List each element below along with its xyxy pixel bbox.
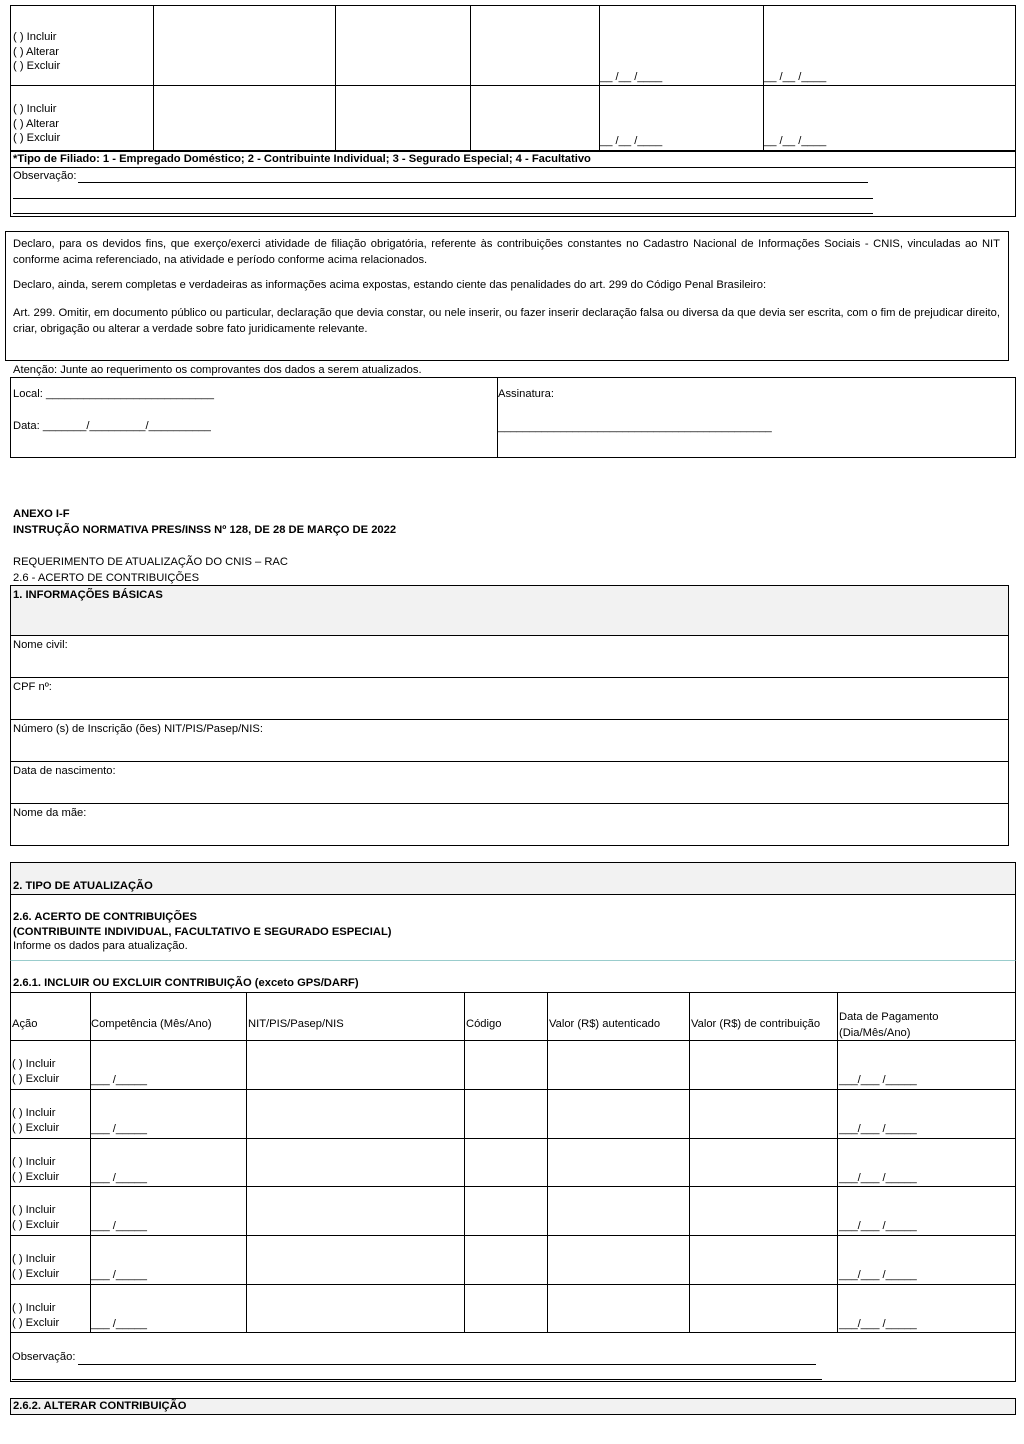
table-row	[13, 102, 60, 146]
basic-info-field[interactable]: CPF nº:	[10, 677, 1009, 720]
date-field[interactable]: __ /__ /____	[764, 71, 827, 83]
table-row	[13, 30, 60, 74]
competencia-field[interactable]: ___ /_____	[91, 1172, 147, 1184]
option-excluir[interactable]: ( ) Excluir	[13, 60, 61, 73]
observacao-line[interactable]	[78, 182, 868, 183]
option-incluir[interactable]: ( ) Incluir	[12, 1204, 56, 1216]
date-field[interactable]: ___/___ /_____	[839, 1220, 917, 1232]
assinatura-label: Assinatura:	[498, 388, 554, 400]
option-excluir[interactable]: ( ) Excluir	[12, 1316, 60, 1329]
request-title: REQUERIMENTO DE ATUALIZAÇÃO DO CNIS – RAC	[13, 556, 288, 568]
option-incluir[interactable]: ( ) Incluir	[12, 1302, 56, 1314]
option-excluir[interactable]: ( ) Excluir	[13, 132, 61, 145]
update-type-section	[10, 894, 1016, 961]
declaration-paragraph: Declaro, ainda, serem completas e verdadeiras as informações acima expostas, estando ciente das penalidades do art. 299 do Código Penal Brasileiro:	[13, 279, 767, 291]
date-field[interactable]: ___/___ /_____	[839, 1318, 917, 1330]
table-row	[12, 1301, 59, 1330]
table-row	[12, 1252, 59, 1281]
table-row	[12, 1203, 59, 1232]
date-field[interactable]: ___/___ /_____	[839, 1269, 917, 1281]
option-excluir[interactable]: ( ) Excluir	[12, 1170, 60, 1183]
competencia-field[interactable]: ___ /_____	[91, 1123, 147, 1135]
option-incluir[interactable]: ( ) Incluir	[13, 103, 57, 115]
option-incluir[interactable]: ( ) Incluir	[13, 31, 57, 43]
competencia-field[interactable]: ___ /_____	[91, 1220, 147, 1232]
col-header-valor-autenticado: Valor (R$) autenticado	[549, 1018, 661, 1030]
option-excluir[interactable]: ( ) Excluir	[12, 1267, 60, 1280]
col-header-valor-contribuicao: Valor (R$) de contribuição	[691, 1018, 821, 1030]
local-field[interactable]: Local: ___________________________	[13, 388, 214, 400]
option-alterar[interactable]: ( ) Alterar	[13, 117, 60, 130]
update-type-header: 2. TIPO DE ATUALIZAÇÃO	[10, 862, 1016, 895]
col-header-competencia: Competência (Mês/Ano)	[91, 1018, 212, 1030]
date-field[interactable]: ___/___ /_____	[839, 1123, 917, 1135]
observacao-label: Observação:	[13, 170, 77, 182]
observacao-line[interactable]	[12, 1379, 822, 1380]
signature-line[interactable]: ____________________________________________	[498, 421, 772, 433]
observacao-line[interactable]	[13, 213, 873, 214]
basic-info-field[interactable]: Data de nascimento:	[10, 761, 1009, 804]
table-row	[12, 1106, 59, 1135]
annex-title: ANEXO I-F	[13, 508, 70, 520]
col-header-codigo: Código	[466, 1018, 502, 1030]
section-sub: (CONTRIBUINTE INDIVIDUAL, FACULTATIVO E SEGURADO ESPECIAL)	[13, 925, 392, 938]
option-incluir[interactable]: ( ) Incluir	[12, 1156, 56, 1168]
option-excluir[interactable]: ( ) Excluir	[12, 1218, 60, 1231]
option-alterar[interactable]: ( ) Alterar	[13, 45, 60, 58]
declaration-box	[5, 231, 1009, 361]
observacao-line[interactable]	[78, 1364, 816, 1365]
instruction-title: INSTRUÇÃO NORMATIVA PRES/INSS Nº 128, DE 28 DE MARÇO DE 2022	[13, 524, 397, 536]
competencia-field[interactable]: ___ /_____	[91, 1074, 147, 1086]
observacao-line[interactable]	[13, 198, 873, 199]
include-header: 2.6.1. INCLUIR OU EXCLUIR CONTRIBUIÇÃO (exceto GPS/DARF)	[10, 960, 1016, 993]
competencia-field[interactable]: ___ /_____	[91, 1269, 147, 1281]
col-header-nit: NIT/PIS/Pasep/NIS	[248, 1018, 344, 1030]
date-field[interactable]: __ /__ /____	[764, 135, 827, 147]
option-excluir[interactable]: ( ) Excluir	[12, 1072, 60, 1085]
competencia-field[interactable]: ___ /_____	[91, 1318, 147, 1330]
basic-info-field[interactable]: Nome civil:	[10, 635, 1009, 678]
declaration-paragraph: Declaro, para os devidos fins, que exerço/exerci atividade de filiação obrigatória, referente às contribuições constantes no Cadastro Nacional de Informações Sociais - CNIS, vinculadas ao NIT conforme acima referenciado, na atividade e período conforme acima relacionados.	[13, 238, 1000, 266]
top-table	[10, 5, 1016, 217]
info-text: Informe os dados para atualização.	[13, 940, 188, 953]
col-header-acao: Ação	[12, 1018, 38, 1030]
date-field[interactable]: Data: _______/_________/__________	[13, 420, 211, 432]
option-excluir[interactable]: ( ) Excluir	[12, 1121, 60, 1134]
date-field[interactable]: ___/___ /_____	[839, 1074, 917, 1086]
section-subtitle: 2.6 - ACERTO DE CONTRIBUIÇÕES	[13, 572, 200, 584]
option-incluir[interactable]: ( ) Incluir	[12, 1253, 56, 1265]
tipo-filiado-note: *Tipo de Filiado: 1 - Empregado Doméstico; 2 - Contribuinte Individual; 3 - Segurado Especial; 4 - Facultativo	[13, 153, 591, 165]
alter-heading: 2.6.2. ALTERAR CONTRIBUIÇÃO	[10, 1398, 1016, 1415]
col-header-data-pagamento: Data de Pagamento (Dia/Mês/Ano)	[839, 1011, 939, 1039]
table-row	[12, 1057, 59, 1086]
date-field[interactable]: ___/___ /_____	[839, 1172, 917, 1184]
basic-info-header: 1. INFORMAÇÕES BÁSICAS	[10, 585, 1009, 636]
attention-note: Atenção: Junte ao requerimento os comprovantes dos dados a serem atualizados.	[13, 364, 422, 376]
section-title: 2.6. ACERTO DE CONTRIBUIÇÕES	[13, 911, 197, 923]
option-incluir[interactable]: ( ) Incluir	[12, 1058, 56, 1070]
observacao-label: Observação:	[12, 1351, 76, 1363]
basic-info-field[interactable]: Nome da mãe:	[10, 803, 1009, 846]
table-row	[12, 1155, 59, 1184]
basic-info-field[interactable]: Número (s) de Inscrição (ões) NIT/PIS/Pasep/NIS:	[10, 719, 1009, 762]
date-field[interactable]: __ /__ /____	[600, 135, 663, 147]
option-incluir[interactable]: ( ) Incluir	[12, 1107, 56, 1119]
date-field[interactable]: __ /__ /____	[600, 71, 663, 83]
article-299: Art. 299. Omitir, em documento público ou particular, declaração que devia constar, ou nele inserir, ou fazer inserir declaração falsa ou diversa da que devia ser escrita, com o fim de prejudicar direito, criar, obrigação ou alterar a verdade sobre fato juridicamente relevante.	[13, 307, 1000, 335]
